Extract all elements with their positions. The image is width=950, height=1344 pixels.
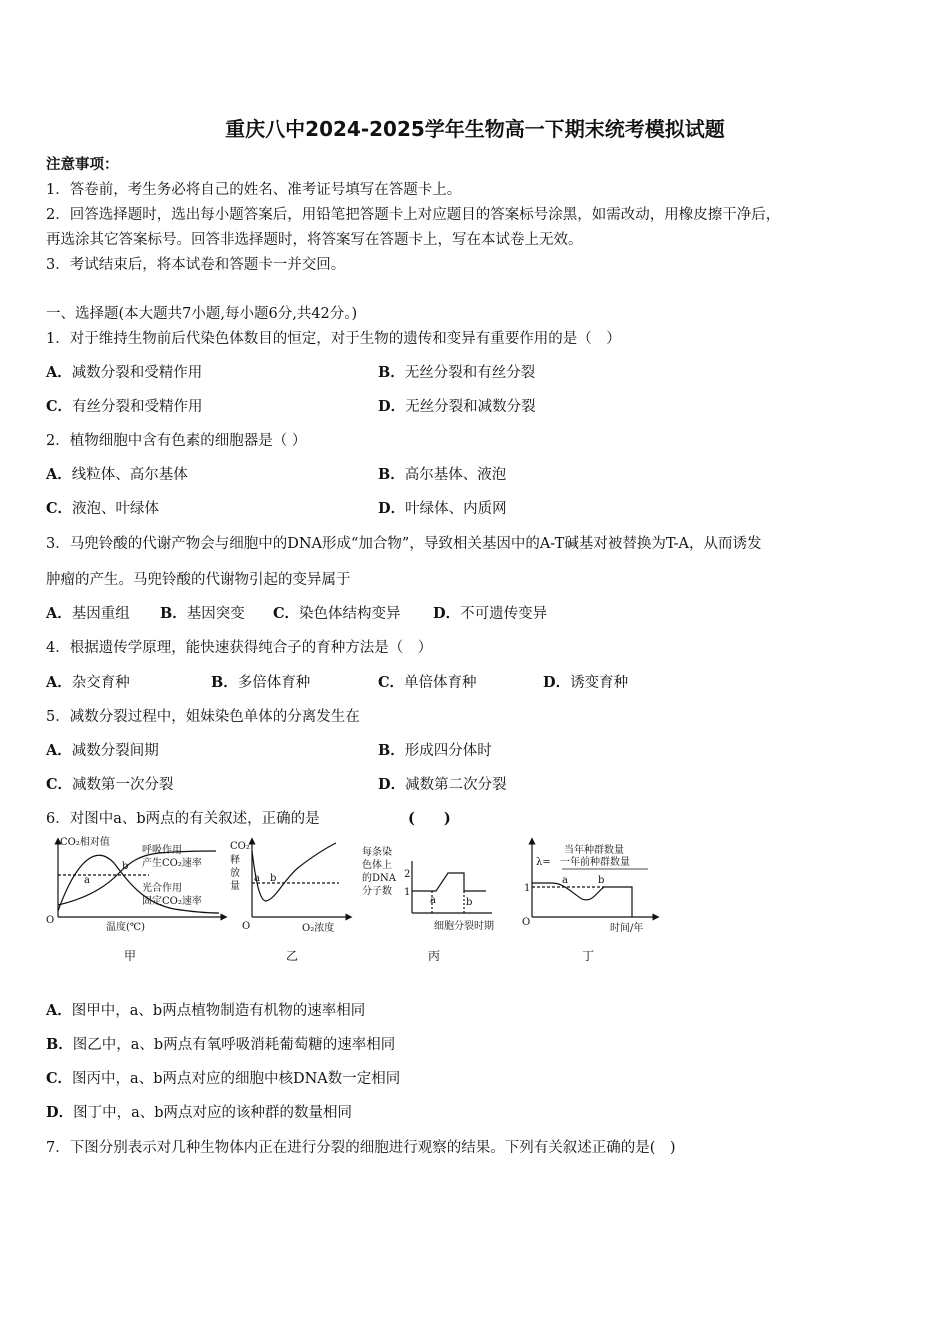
jia-photo1: 光合作用 [142, 883, 182, 894]
q4-option-a: A．杂交育种 [46, 674, 130, 691]
option-letter: A． [46, 364, 72, 381]
option-letter: A． [46, 1002, 72, 1019]
q4-option-d: D．诱变育种 [543, 674, 629, 691]
option-letter: B． [46, 1036, 73, 1053]
q3-stem-line2: 肿瘤的产生。马兜铃酸的代谢物引起的变异属于 [46, 572, 351, 588]
yi-y1: CO₂ [230, 841, 250, 852]
notice-item-2: 2．回答选择题时，选出每小题答案后，用铅笔把答题卡上对应题目的答案标号涂黑，如需改动，用橡皮擦干净后， [46, 207, 781, 223]
option-letter: C． [46, 1070, 73, 1087]
section-heading: 一、选择题(本大题共7小题,每小题6分,共42分。) [46, 306, 358, 322]
option-letter: C． [46, 776, 73, 793]
q2-option-d: D．叶绿体、内质网 [378, 500, 507, 517]
option-letter: D． [46, 1104, 74, 1121]
q1-option-c: C．有丝分裂和受精作用 [46, 398, 203, 415]
figure-jia-labels [46, 835, 202, 963]
figure-ding-labels [522, 843, 643, 963]
option-letter: C． [378, 674, 405, 691]
figure-bing-labels [362, 845, 494, 963]
q5-option-c: C．减数第一次分裂 [46, 776, 174, 793]
q3-option-b: B．基因突变 [160, 605, 245, 622]
yi-y4: 量 [230, 881, 240, 892]
ding-numerator: 当年种群数量 [564, 845, 624, 856]
q6-option-a: A．图甲中，a、b两点植物制造有机物的速率相同 [46, 1002, 366, 1019]
ding-point-a: a [562, 875, 568, 886]
bing-y1: 每条染 [362, 847, 392, 858]
jia-xlabel: 温度(℃) [106, 922, 145, 933]
q4-option-b: B．多倍体育种 [211, 674, 311, 691]
figure-yi-labels [230, 841, 334, 963]
option-letter: A． [46, 605, 72, 622]
q2-stem: 2．植物细胞中含有色素的细胞器是（ ） [46, 433, 307, 449]
bing-y3: 的DNA [362, 873, 396, 884]
q3-stem-line1: 3．马兜铃酸的代谢产物会与细胞中的DNA形成“加合物”，导致相关基因中的A-T碱基对被替换为T-A，从而诱发 [46, 536, 762, 552]
q2-option-b: B．高尔基体、液泡 [378, 466, 507, 483]
q4-option-c: C．单倍体育种 [378, 674, 477, 691]
notice-item-2-cont: 再选涂其它答案标号。回答非选择题时，将答案写在答题卡上，写在本试卷上无效。 [46, 232, 583, 248]
notice-item-1: 1．答卷前，考生务必将自己的姓名、准考证号填写在答题卡上。 [46, 182, 462, 198]
option-letter: A． [46, 466, 72, 483]
jia-ylabel: CO₂相对值 [60, 837, 110, 848]
bing-caption: 丙 [428, 949, 441, 963]
option-letter: B． [160, 605, 187, 622]
yi-caption: 乙 [286, 949, 299, 963]
bing-point-b: b [466, 897, 473, 908]
figure-yi [252, 841, 349, 917]
option-letter: A． [46, 674, 72, 691]
bing-y4: 分子数 [362, 886, 392, 897]
q6-option-b: B．图乙中，a、b两点有氧呼吸消耗葡萄糖的速率相同 [46, 1036, 396, 1053]
ding-tick-1: 1 [524, 883, 531, 894]
option-letter: D． [543, 674, 571, 691]
jia-caption: 甲 [124, 949, 137, 963]
option-letter: D． [378, 776, 406, 793]
ding-denominator: 一年前种群数量 [560, 857, 630, 868]
option-letter: B． [378, 466, 405, 483]
ding-lambda: λ= [536, 857, 551, 868]
yi-xlabel: O₂浓度 [302, 923, 335, 934]
q6-answer-paren: ( ) [408, 810, 451, 827]
option-letter: C． [46, 398, 73, 415]
q5-stem: 5．减数分裂过程中，姐妹染色单体的分离发生在 [46, 709, 360, 725]
option-letter: D． [378, 500, 406, 517]
q1-option-a: A．减数分裂和受精作用 [46, 364, 203, 381]
bing-tick-1: 1 [404, 887, 411, 898]
notice-heading: 注意事项： [46, 156, 119, 173]
q3-option-a: A．基因重组 [46, 605, 130, 622]
yi-point-a: a [254, 873, 260, 884]
ding-point-b: b [598, 875, 605, 886]
q3-option-c: C．染色体结构变异 [273, 605, 401, 622]
q6-figures [44, 833, 664, 968]
yi-y2: 释 [230, 855, 240, 866]
q6-option-c: C．图丙中，a、b两点对应的细胞中核DNA数一定相同 [46, 1070, 401, 1087]
option-letter: B． [378, 742, 405, 759]
bing-y2: 色体上 [362, 860, 392, 871]
yi-origin: O [242, 921, 251, 932]
q5-option-b: B．形成四分体时 [378, 742, 492, 759]
q3-option-d: D．不可遗传变异 [433, 605, 548, 622]
q1-option-d: D．无丝分裂和减数分裂 [378, 398, 536, 415]
option-letter: D． [378, 398, 406, 415]
q2-option-a: A．线粒体、高尔基体 [46, 466, 188, 483]
bing-tick-2: 2 [404, 869, 411, 880]
ding-origin: O [522, 917, 531, 928]
figure-bing [412, 861, 492, 913]
q1-stem: 1．对于维持生物前后代染色体数目的恒定，对于生物的遗传和变异有重要作用的是（ ） [46, 331, 621, 347]
option-letter: B． [211, 674, 238, 691]
option-letter: C． [46, 500, 73, 517]
bing-point-a: a [430, 895, 436, 906]
q2-option-c: C．液泡、叶绿体 [46, 500, 160, 517]
q4-stem: 4．根据遗传学原理，能快速获得纯合子的育种方法是（ ） [46, 640, 433, 656]
jia-point-b: b [122, 861, 129, 872]
q1-option-b: B．无丝分裂和有丝分裂 [378, 364, 536, 381]
option-letter: C． [273, 605, 300, 622]
q6-stem: 6．对图中a、b两点的有关叙述，正确的是 [46, 811, 320, 827]
yi-y3: 放 [230, 868, 240, 879]
option-letter: D． [433, 605, 461, 622]
q5-option-a: A．减数分裂间期 [46, 742, 159, 759]
notice-item-3: 3．考试结束后，将本试卷和答题卡一并交回。 [46, 257, 346, 273]
ding-caption: 丁 [582, 949, 595, 963]
jia-photo2: 固定CO₂速率 [142, 896, 202, 907]
jia-point-a: a [84, 875, 90, 886]
page-title: 重庆八中2024-2025学年生物高一下期末统考模拟试题 [225, 117, 725, 141]
bing-xlabel: 细胞分裂时期 [434, 921, 494, 932]
q5-option-d: D．减数第二次分裂 [378, 776, 507, 793]
q7-stem: 7．下图分别表示对几种生物体内正在进行分裂的细胞进行观察的结果。下列有关叙述正确的是( ) [46, 1140, 676, 1156]
jia-resp2: 产生CO₂速率 [142, 858, 202, 869]
jia-resp1: 呼吸作用 [142, 845, 182, 856]
option-letter: B． [378, 364, 405, 381]
option-letter: A． [46, 742, 72, 759]
yi-point-b: b [270, 873, 277, 884]
jia-origin: O [46, 915, 55, 926]
ding-xlabel: 时间/年 [610, 923, 644, 934]
q6-option-d: D．图丁中，a、b两点对应的该种群的数量相同 [46, 1104, 353, 1121]
